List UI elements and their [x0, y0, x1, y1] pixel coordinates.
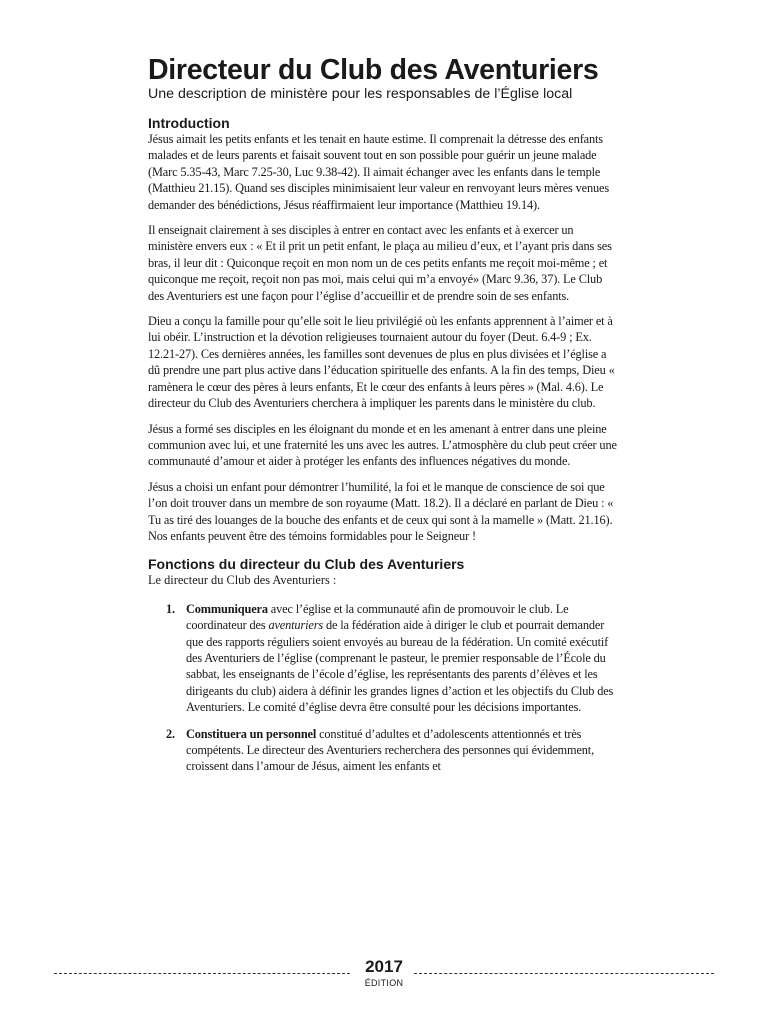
- footer-divider-left: [54, 973, 350, 974]
- list-item-text: constitué d’adultes et d’adolescents attentionnés et très compétents. Le directeur des Aventuriers recherchera des personnes qui évidemment, croissent dans l’amour de Jésus, aiment les enfants et: [186, 726, 595, 774]
- list-item-text: avec l’église et la communauté afin de promouvoir le club. Le coordinateur des: [186, 601, 569, 633]
- list-item-text: de la fédération aide à diriger le club et pourrait demander que des rapports réguliers soient envoyés au bureau de la fédération. Un comité exécutif des Aventuriers de l’église (comprenant le pasteur, le premier responsable de l’École du sabbat, les enseignants de l’école d’église, les représentants des parents d’élèves et les dirigeants du club) aidera à définir les grandes lignes d’action et les objectifs du Club des Aventuriers. Le comité d’église devra être consulté pour les décisions importantes.: [186, 618, 614, 715]
- list-item: [148, 726, 618, 775]
- edition-year: 2017: [365, 957, 403, 976]
- footer-divider-right: [414, 973, 714, 974]
- list-item: [148, 601, 618, 716]
- page-subtitle: Une description de ministère pour les responsables de l’Église local: [148, 86, 573, 102]
- intro-paragraph-2: Il enseignait clairement à ses disciples à entrer en contact avec les enfants et à exercer un ministère envers eux : « Et il prit un petit enfant, le plaça au milieu d’eux, et l’ayant pris dans ses bras, il leur dit : Quiconque reçoit en mon nom un de ces petits enfants me reçoit moi-même ; et quiconque me reçoit, reçoit non pas moi, mais celui qui m’a envoyé» (Marc 9.36, 37). Le Club des Aventuriers est une façon pour l’église d’accueillir et de prendre soin de ses enfants.: [148, 223, 612, 303]
- introduction-heading: Introduction: [148, 115, 230, 131]
- page-title: Directeur du Club des Aventuriers: [148, 54, 599, 86]
- functions-heading: Fonctions du directeur du Club des Aventuriers: [148, 556, 465, 573]
- edition-label: ÉDITION: [364, 978, 404, 988]
- list-item-number: 2.: [166, 726, 175, 741]
- page-content: [148, 54, 618, 785]
- intro-paragraph-3: Dieu a conçu la famille pour qu’elle soit le lieu privilégié où les enfants apprennent à l’aimer et à lui obéir. L’instruction et la dévotion religieuses tournaient autour du foyer (Deut. 6.4-9 ; Ex. 12.21-27). Ces dernières années, les familles sont devenues de plus en plus divisées et l’église a dû prendre une part plus active dans l’éducation spirituelle des enfants. A la fin des temps, Dieu « ramènera le cœur des pères à leurs enfants, Et le cœur des enfants à leurs pères » (Mal. 4.6). Le directeur du Club des Aventuriers cherchera à impliquer les parents dans le ministère du club.: [148, 314, 615, 411]
- intro-paragraph-1: Jésus aimait les petits enfants et les tenait en haute estime. Il comprenait la détresse des enfants malades et de leurs parents et faisait souvent tout en son possible pour guérir un jeune malade (Marc 5.35-43, Marc 7.25-30, Luc 9.38-42). Il aimait échanger avec les enfants dans le temple (Matthieu 21.15). Quand ses disciples minimisaient leur valeur en renvoyant leurs mères venues demander des bénédictions, Jésus réaffirmaient leur importance (Matthieu 19.14).: [148, 132, 610, 212]
- list-item-keyword: Constituera un personnel: [186, 726, 317, 741]
- page-footer: [54, 956, 714, 996]
- list-item-emphasis: aventuriers: [268, 618, 324, 633]
- intro-paragraph-4: Jésus a formé ses disciples en les éloignant du monde et en les amenant à entrer dans une pleine communion avec lui, et une fraternité les uns avec les autres. L’atmosphère du club peut créer une communauté d’amour et aider à protéger les enfants des influences négatives du monde.: [148, 421, 617, 469]
- list-item-number: 1.: [166, 601, 175, 616]
- functions-lead: Le directeur du Club des Aventuriers :: [148, 573, 337, 588]
- list-item-keyword: Communiquera: [186, 601, 268, 616]
- functions-list: [148, 601, 618, 775]
- intro-paragraph-5: Jésus a choisi un enfant pour démontrer l’humilité, la foi et le manque de conscience de soi que l’on doit trouver dans un membre de son royaume (Matt. 18.2). Il a déclaré en parlant de Dieu : « Tu as tiré des louanges de la bouche des enfants et de ceux qui sont à la mamelle » (Matt. 21.16). Nos enfants peuvent être des témoins formidables pour le Seigneur !: [148, 479, 614, 543]
